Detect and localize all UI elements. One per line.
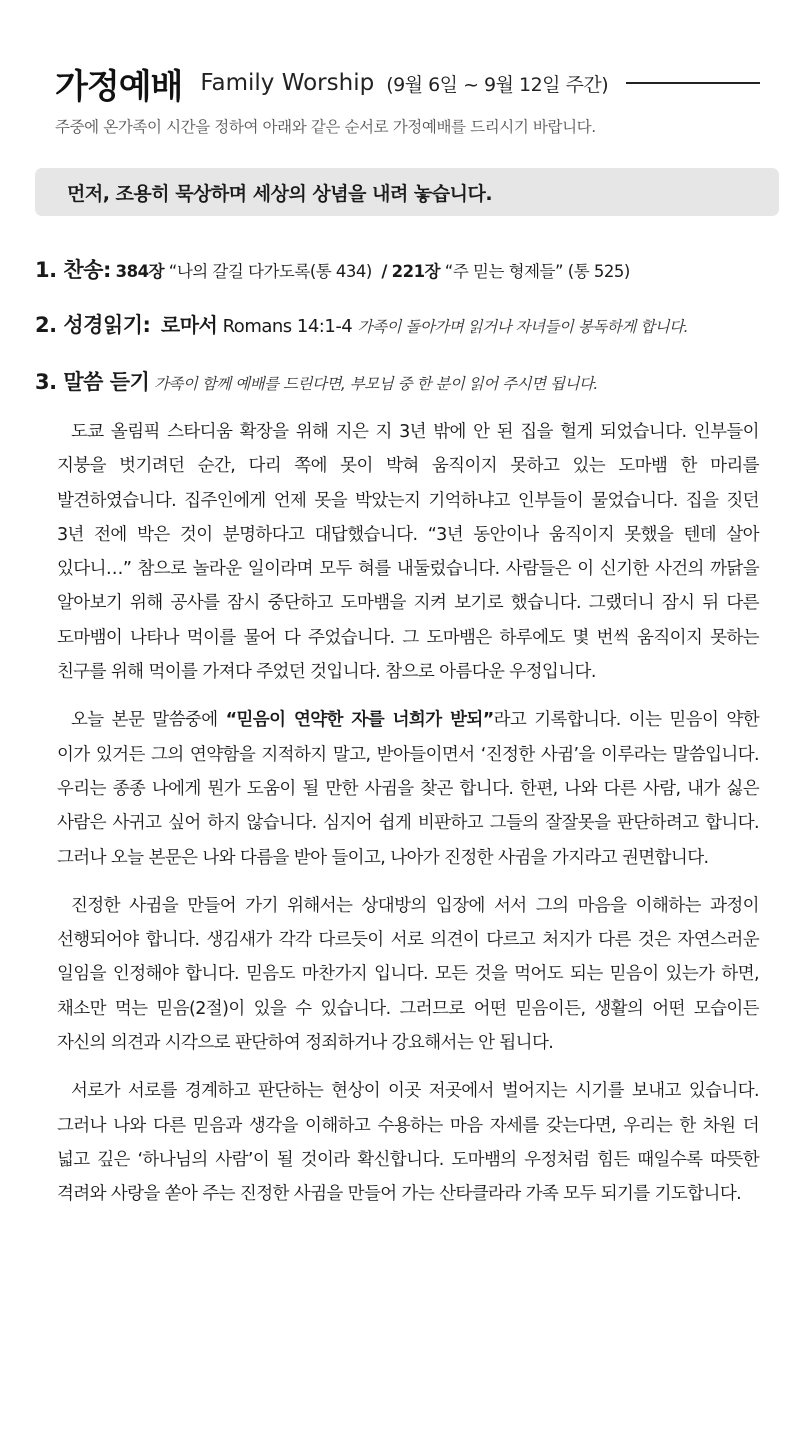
page-subtitle: 주중에 온가족이 시간을 정하여 아래와 같은 순서로 가정예배를 드리시기 바랍니다. [55,118,596,136]
sermon-paragraph-3: 진정한 사귐을 만들어 가기 위해서는 상대방의 입장에 서서 그의 마음을 이해하는 과정이 선행되어야 합니다. 생김새가 각각 다르듯이 서로 의견이 다르고 처지가 다른 것은 자연스러운 일임을 인정해야 합니다. 믿음도 마찬가지 입니다. 모든 것을 먹어도 되는 믿음이 있는가 하면, 채소만 먹는 믿음(2절)이 있을 수 있습니다. 그러므로 어떤 믿음이든, 생활의 어떤 모습이든 자신의 의견과 시각으로 판단하여 정죄하거나 강요해서는 안 됩니다. [57,895,759,1054]
reading-label: 2. 성경읽기: [35,313,151,337]
hymn-second-title: “주 믿는 형제들” (통 525) [444,262,630,281]
sermon-paragraph-4: 서로가 서로를 경계하고 판단하는 현상이 이곳 저곳에서 벌어지는 시기를 보내고 있습니다. 그러나 나와 다른 믿음과 생각을 이해하고 수용하는 마음 자세를 갖는다면, 우리는 한 차원 더 넓고 깊은 ‘하나님의 사람’이 될 것이라 확신합니다. 도마뱀의 우정처럼 힘든 때일수록 따뜻한 격려와 사랑을 쏟아 주는 진정한 사귐을 만들어 가는 산타클라라 가족 모두 되기를 기도합니다. [57,1081,759,1205]
reading-book: 로마서 [160,313,218,337]
hymn-first-number: 384장 [115,262,165,281]
date-range: (9월 6일 ~ 9월 12일 주간) [386,73,609,96]
hymn-label: 1. 찬송: [35,258,111,282]
order-item-reading [35,309,780,339]
page-title: 가정예배 [55,66,183,107]
page-header [55,58,760,108]
reading-reference: Romans 14:1-4 [222,316,353,337]
scripture-quote: “믿음이 연약한 자를 너희가 받되” [225,710,494,731]
reading-note: 가족이 돌아가며 읽거나 자녀들이 봉독하게 합니다. [357,318,688,336]
page-title-english: Family Worship [200,70,375,96]
sermon-note: 가족이 함께 예배를 드린다면, 부모님 중 한 분이 읽어 주시면 됩니다. [153,375,598,393]
hymn-separator: / [381,262,387,281]
order-item-hymn [35,254,780,284]
order-item-sermon [35,366,780,396]
sermon-label: 3. 말씀 듣기 [35,370,150,394]
sermon-paragraph-2 [57,703,759,874]
sermon-body [57,415,759,1226]
paragraph-2-rest: 라고 기록합니다. 이는 믿음이 약한 이가 있거든 그의 연약함을 지적하지 말고, 받아들이면서 ‘진정한 사귐’을 이루라는 말씀입니다. 우리는 종종 나에게 뭔가 도움이 될 만한 사귐을 찾곤 합니다. 한편, 나와 다른 사람, 내가 싫은 사람은 사귀고 싶어 하지 않습니다. 심지어 쉽게 비판하고 그들의 잘잘못을 판단하려고 합니다. 그러나 오늘 본문은 나와 다름을 받아 들이고, 나아가 진정한 사귐을 가지라고 권면합니다. [57,710,759,868]
hymn-first-title: “나의 갈길 다가도록(통 434) [168,262,372,281]
paragraph-2-intro: 오늘 본문 말씀중에 [71,710,226,731]
sermon-paragraph-1: 도쿄 올림픽 스타디움 확장을 위해 지은 지 3년 밖에 안 된 집을 헐게 되었습니다. 인부들이 지붕을 벗기려던 순간, 다리 쪽에 못이 박혀 움직이지 못하고 있는 도마뱀 한 마리를 발견하였습니다. 집주인에게 언제 못을 박았는지 기억하냐고 인부들이 물었습니다. 집을 짓던 3년 전에 박은 것이 분명하다고 대답했습니다. “3년 동안이나 움직이지 못했을 텐데 살아 있다니…” 참으로 놀라운 일이라며 모두 혀를 내둘렀습니다. 사람들은 이 신기한 사건의 까닭을 알아보기 위해 공사를 잠시 중단하고 도마뱀을 지켜 보기로 했습니다. 그랬더니 잠시 뒤 다른 도마뱀이 나타나 먹이를 물어 다 주었습니다. 그 도마뱀은 하루에도 몇 번씩 움직이지 못하는 친구를 위해 먹이를 가져다 주었던 것입니다. 참으로 아름다운 우정입니다. [57,422,759,683]
hymn-second-number: 221장 [391,262,441,281]
meditation-banner-text: 먼저, 조용히 묵상하며 세상의 상념을 내려 놓습니다. [67,182,493,205]
header-rule [626,82,760,84]
meditation-banner [35,168,779,216]
